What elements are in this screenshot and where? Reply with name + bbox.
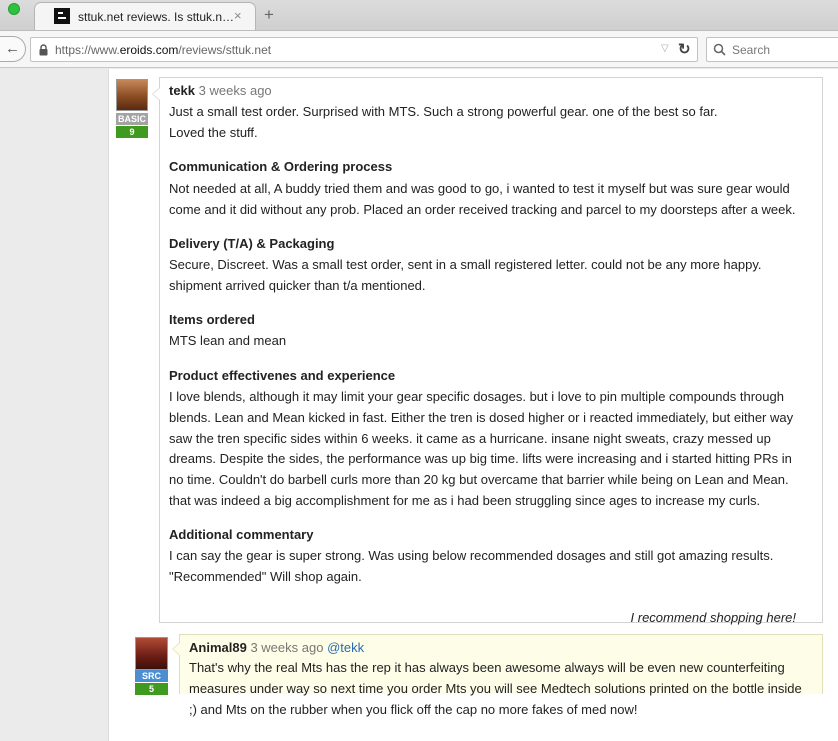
browser-tab[interactable] [34, 2, 256, 30]
section-text: blends. Lean and Mean kicked in fast. Either the tren is dosed higher or i reacted immediately, but either way [169, 410, 794, 425]
section-text: I can say the gear is super strong. Was using below recommended dosages and still got amazing results. [169, 548, 774, 563]
reply-username[interactable]: Animal89 [189, 640, 247, 655]
reply-score-badge: 5 [135, 683, 168, 695]
reply-time: 3 weeks ago [250, 640, 324, 655]
review-intro-line: Loved the stuff. [169, 125, 258, 140]
window-zoom-button[interactable] [8, 3, 20, 15]
reload-icon[interactable]: ↻ [678, 41, 691, 58]
section-text: Not needed at all, A buddy tried them and was good to go, i wanted to test it myself but was sure gear would [169, 181, 790, 196]
tab-bar [0, 0, 838, 30]
navigation-bar [0, 30, 838, 68]
review-username[interactable]: tekk [169, 83, 196, 98]
search-placeholder: Search [732, 43, 771, 57]
reply-header [189, 640, 364, 655]
section-text: MTS lean and mean [169, 333, 287, 348]
section-text: Secure, Discreet. Was a small test order, sent in a small registered letter. could not be any more happy. [169, 257, 762, 272]
section-text: dreams. Despite the sides, the performance was up big time. lifts were increasing and i started hitting PRs in [169, 451, 792, 466]
avatar[interactable] [116, 79, 148, 111]
url-text: https://www.eroids.com/reviews/sttuk.net [55, 43, 272, 57]
section-heading: Product effectivenes and experience [169, 368, 396, 383]
recommendation-text: I recommend shopping here! [630, 610, 796, 625]
section-text: "Recommended" Will shop again. [169, 569, 362, 584]
reply-mention-link[interactable]: @tekk [327, 640, 365, 655]
search-input[interactable] [706, 37, 838, 62]
section-text: I love blends, although it may limit your gear specific dosages. but i love to pin multiple compounds through [169, 389, 784, 404]
search-icon [713, 43, 726, 56]
section-text: saw the tren specific sides within 6 weeks. it came as a hurricane. insane night sweats, crazy messed up [169, 431, 771, 446]
score-badge: 9 [116, 126, 148, 138]
section-heading: Additional commentary [169, 527, 314, 542]
back-button[interactable] [0, 36, 26, 62]
site-favicon-icon [54, 8, 70, 24]
section-heading: Delivery (T/A) & Packaging [169, 236, 335, 251]
back-arrow-icon: ← [5, 40, 20, 57]
reply-text: That's why the real Mts has the rep it has always been awesome always will be even new counterfeiting [189, 660, 785, 675]
rank-badge: BASIC [117, 114, 146, 124]
section-heading: Communication & Ordering process [169, 159, 393, 174]
section-text: come and it did without any prob. Placed an order received tracking and parcel to my doorsteps after a week. [169, 202, 796, 217]
plus-icon[interactable]: + [264, 5, 274, 24]
section-text: that was indeed a big accomplishment for me as i had been struggling since ages to increase my curls. [169, 493, 761, 508]
reply-avatar[interactable] [135, 637, 168, 670]
dropdown-icon[interactable]: ▽ [661, 43, 669, 54]
close-icon[interactable]: × [234, 8, 242, 23]
section-heading: Items ordered [169, 312, 255, 327]
reply-rank-badge: SRC [135, 670, 168, 682]
reply-text: ;) and Mts on the rubber when you flick off the cap no more fakes of med now! [189, 702, 638, 717]
lock-icon [39, 44, 48, 56]
section-text: no time. Couldn't do barbell curls more than 20 kg but overcame that barrier while being on Lean and Mean. [169, 472, 789, 487]
url-bar[interactable] [30, 37, 698, 62]
tab-title: sttuk.net reviews. Is sttuk.n… [78, 10, 235, 24]
review-intro-line: Just a small test order. Surprised with MTS. Such a strong powerful gear. one of the best so far. [169, 104, 718, 119]
reply-text: measures under way so next time you order Mts you will see Medtech solutions printed on the bottle inside [189, 681, 802, 696]
review-time: 3 weeks ago [198, 83, 272, 98]
review-header [169, 83, 272, 98]
section-text: shipment arrived quicker than t/a mentioned. [169, 278, 426, 293]
